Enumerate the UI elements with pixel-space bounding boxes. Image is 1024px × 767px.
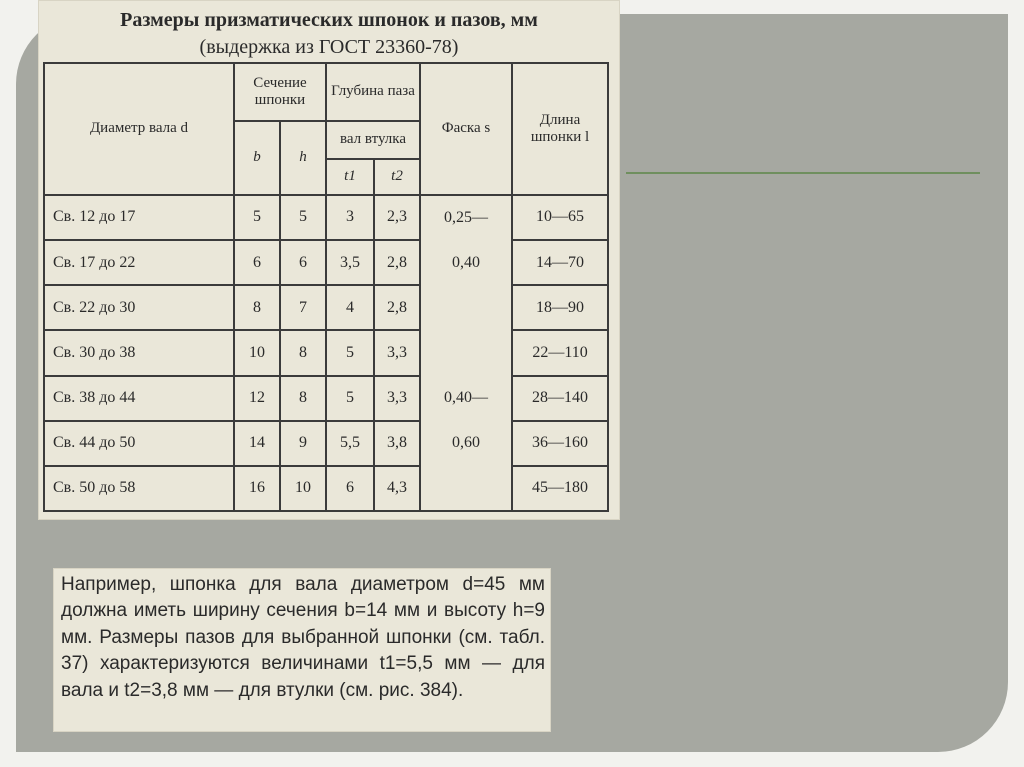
cell-h: 8 [280, 376, 326, 421]
cell-h: 9 [280, 421, 326, 466]
header-row [44, 63, 608, 121]
table-title: Размеры призматических шпонок и пазов, мм [120, 9, 538, 31]
cell-chamfer [420, 285, 512, 330]
table-row [44, 240, 608, 285]
table-row [44, 195, 608, 240]
header-shaft-hub: вал втулка [326, 121, 420, 159]
table-row [44, 466, 608, 511]
cell-length: 10—65 [512, 195, 608, 240]
cell-length: 28—140 [512, 376, 608, 421]
cell-chamfer: 0,25— [420, 195, 512, 240]
example-scan-image [53, 568, 551, 732]
cell-h: 7 [280, 285, 326, 330]
cell-length: 18—90 [512, 285, 608, 330]
cell-length: 14—70 [512, 240, 608, 285]
cell-chamfer: 0,60 [420, 421, 512, 466]
cell-chamfer: 0,40— [420, 376, 512, 421]
header-b: b [234, 121, 280, 195]
cell-t2: 3,3 [374, 330, 420, 375]
table-row [44, 376, 608, 421]
cell-b: 12 [234, 376, 280, 421]
cell-b: 8 [234, 285, 280, 330]
slide-divider-line [626, 172, 980, 174]
cell-chamfer [420, 330, 512, 375]
cell-diameter: Св. 50 до 58 [44, 466, 234, 511]
cell-t1: 3 [326, 195, 374, 240]
header-t1: t1 [326, 159, 374, 195]
key-dimensions-table [43, 62, 609, 512]
header-length: Длина шпонки l [512, 63, 608, 195]
cell-b: 6 [234, 240, 280, 285]
cell-chamfer [420, 466, 512, 511]
table-row [44, 330, 608, 375]
cell-h: 10 [280, 466, 326, 511]
cell-diameter: Св. 44 до 50 [44, 421, 234, 466]
table-subtitle: (выдержка из ГОСТ 23360-78) [199, 36, 459, 58]
cell-length: 45—180 [512, 466, 608, 511]
header-depth: Глубина паза [326, 63, 420, 121]
cell-b: 5 [234, 195, 280, 240]
header-section: Сечение шпонки [234, 63, 326, 121]
cell-t2: 4,3 [374, 466, 420, 511]
cell-diameter: Св. 17 до 22 [44, 240, 234, 285]
cell-h: 6 [280, 240, 326, 285]
cell-t2: 2,8 [374, 240, 420, 285]
header-chamfer: Фаска s [420, 63, 512, 195]
cell-t1: 5 [326, 376, 374, 421]
cell-diameter: Св. 22 до 30 [44, 285, 234, 330]
cell-t2: 3,8 [374, 421, 420, 466]
cell-chamfer: 0,40 [420, 240, 512, 285]
cell-b: 10 [234, 330, 280, 375]
header-h: h [280, 121, 326, 195]
cell-diameter: Св. 38 до 44 [44, 376, 234, 421]
cell-b: 16 [234, 466, 280, 511]
cell-h: 8 [280, 330, 326, 375]
table-row [44, 421, 608, 466]
cell-t2: 3,3 [374, 376, 420, 421]
example-paragraph: Например, шпонка для вала диаметром d=45 мм должна иметь ширину сечения b=14 мм и высоту h=9 мм. Размеры пазов для выбранной шпонки (см. табл. 37) характеризуются величинами t1=5,5 мм — для вала и t2=3,8 мм — для втулки (см. рис. 384). [61, 574, 545, 701]
cell-length: 22—110 [512, 330, 608, 375]
cell-h: 5 [280, 195, 326, 240]
cell-b: 14 [234, 421, 280, 466]
cell-t2: 2,3 [374, 195, 420, 240]
cell-t1: 5 [326, 330, 374, 375]
table-scan-image [38, 0, 620, 520]
cell-t2: 2,8 [374, 285, 420, 330]
cell-t1: 5,5 [326, 421, 374, 466]
header-diameter: Диаметр вала d [44, 63, 234, 195]
table-row [44, 285, 608, 330]
cell-t1: 6 [326, 466, 374, 511]
cell-t1: 4 [326, 285, 374, 330]
cell-length: 36—160 [512, 421, 608, 466]
cell-diameter: Св. 12 до 17 [44, 195, 234, 240]
header-t2: t2 [374, 159, 420, 195]
cell-diameter: Св. 30 до 38 [44, 330, 234, 375]
cell-t1: 3,5 [326, 240, 374, 285]
